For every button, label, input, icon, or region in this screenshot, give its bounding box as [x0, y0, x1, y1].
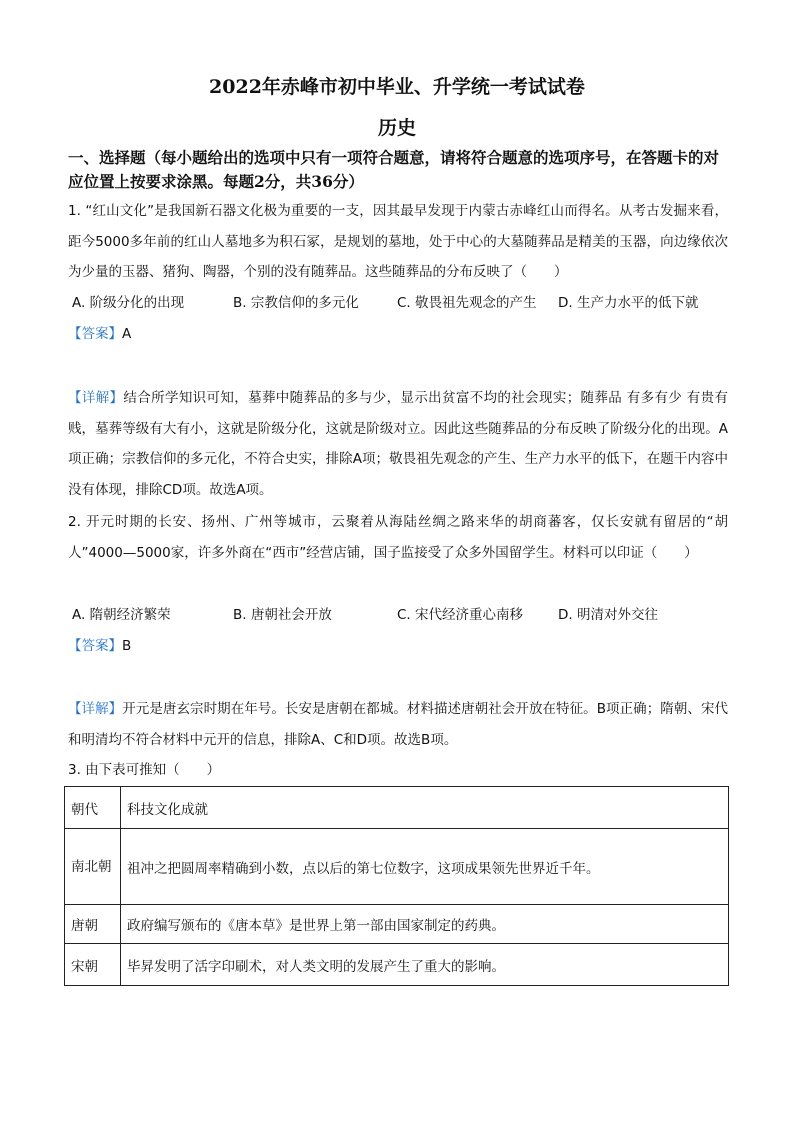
question-1-answer: [68, 322, 131, 346]
table-cell: 政府编写颁布的《唐本草》是世界上第一部由国家制定的药典。: [121, 905, 729, 944]
q1-option-a: A. 阶级分化的出现: [72, 295, 185, 311]
detail-text: 结合所学知识可知，墓葬中随葬品的多与少，显示出贫富不均的社会现实；随葬品 有多有少 有贵有贱，墓葬等级有大有小，这就是阶级分化，这就是阶级对立。因此这些随葬品的分布反映了阶级分化的出现。A项正确；宗教信仰的多元化，不符合史实，排除A项；敬畏祖先观念的产生、生产力水平的低下，在题干内容中没有体现，排除CD项。故选A项。: [68, 390, 729, 498]
detail-tag: 【详解】: [68, 701, 123, 717]
q2-option-d: D. 明清对外交往: [558, 607, 658, 623]
answer-tag: 【答案】: [68, 326, 122, 342]
q1-option-d: D. 生产力水平的低下就: [558, 295, 699, 311]
q1-option-c: C. 敬畏祖先观念的产生: [397, 295, 537, 311]
exam-title: 2022年赤峰市初中毕业、升学统一考试试卷: [209, 76, 585, 98]
table-header-row: [65, 787, 729, 829]
question-1-detail: [68, 383, 728, 505]
table-row: [65, 905, 729, 944]
question-2-detail: [68, 694, 728, 755]
table-header-cell: 朝代: [65, 787, 121, 829]
question-2-options: [72, 603, 732, 627]
answer-value: A: [122, 326, 132, 342]
q2-option-c: C. 宋代经济重心南移: [397, 607, 524, 623]
answer-value: B: [122, 638, 132, 654]
q1-option-b: B. 宗教信仰的多元化: [233, 295, 359, 311]
question-1-stem: 1. “红山文化”是我国新石器文化极为重要的一支，因其最早发现于内蒙古赤峰红山而得名。从考古发掘来看，距今5000多年前的红山人墓地多为积石冢，是规划的墓地，处于中心的大墓随葬品是精美的玉器，向边缘依次为少量的玉器、猪狗、陶器，个别的没有随葬品。这些随葬品的分布反映了（ ）: [68, 203, 728, 280]
q2-option-b: B. 唐朝社会开放: [233, 607, 332, 623]
achievements-table: [64, 786, 729, 986]
table-cell: 祖冲之把圆周率精确到小数，点以后的第七位数字，这项成果领先世界近千年。: [121, 829, 729, 905]
q2-option-a: A. 隋朝经济繁荣: [72, 607, 171, 623]
detail-tag: 【详解】: [68, 390, 124, 406]
table-cell: 唐朝: [65, 905, 121, 944]
table-row: [65, 944, 729, 986]
answer-tag: 【答案】: [68, 638, 122, 654]
table-header-cell: 科技文化成就: [121, 787, 729, 829]
question-1-options: [72, 291, 732, 315]
table-cell: 南北朝: [65, 829, 121, 905]
table-cell: 毕昇发明了活字印刷术，对人类文明的发展产生了重大的影响。: [121, 944, 729, 986]
question-2-stem: 2. 开元时期的长安、扬州、广州等城市，云聚着从海陆丝绸之路来华的胡商蕃客，仅长安就有留居的“胡人”4000—5000家，许多外商在“西市”经营店铺，国子监接受了众多外国留学生。材料可以印证（ ）: [68, 514, 728, 561]
table-cell: 宋朝: [65, 944, 121, 986]
table-row: [65, 829, 729, 905]
section-heading: 一、选择题（每小题给出的选项中只有一项符合题意，请将符合题意的选项序号，在答题卡的对应位置上按要求涂黑。每题2分，共36分）: [68, 148, 720, 191]
detail-text: 开元是唐玄宗时期在年号。长安是唐朝在都城。材料描述唐朝社会开放在特征。B项正确；隋朝、宋代和明清均不符合材料中元开的信息，排除A、C和D项。故选B项。: [68, 701, 729, 748]
subject-title: 历史: [377, 117, 416, 139]
question-2-answer: [68, 634, 131, 658]
question-3-stem: 3. 由下表可推知（ ）: [68, 762, 221, 778]
